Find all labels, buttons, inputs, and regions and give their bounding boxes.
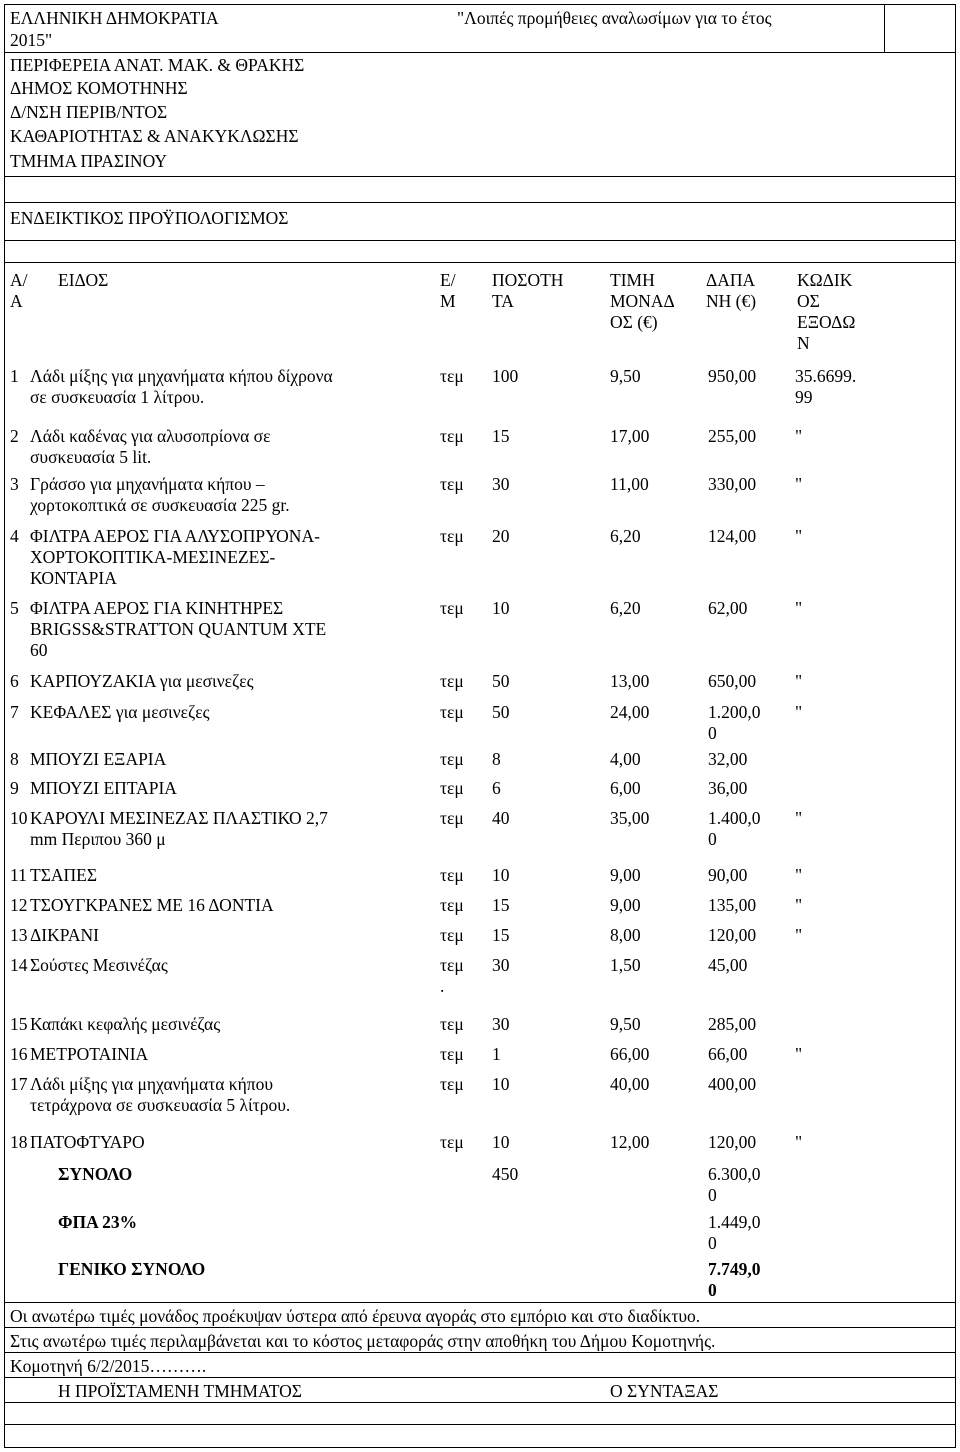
row-quantity: 40 — [492, 808, 510, 828]
row-expense-code: " — [795, 474, 803, 494]
row-cost: 330,00 — [708, 474, 757, 494]
row-item-description: ΤΣΑΠΕΣ — [30, 865, 98, 885]
row-quantity: 30 — [492, 955, 510, 975]
row-unit-price: 66,00 — [610, 1044, 650, 1064]
notes-divider-1 — [4, 1302, 956, 1303]
col-code-header: ΚΩΔΙΚ ΟΣ ΕΞΟΔΩ Ν — [797, 270, 856, 353]
row-quantity: 15 — [492, 895, 510, 915]
row-number: 12 — [10, 895, 28, 915]
row-unit: τεμ — [440, 895, 464, 915]
row-cost: 62,00 — [708, 598, 748, 618]
row-cost: 255,00 — [708, 426, 757, 446]
row-item-description: ΚΕΦΑΛΕΣ για μεσινεζες — [30, 702, 210, 722]
row-unit: τεμ — [440, 474, 464, 494]
row-item-description: ΚΑΡΟΥΛΙ ΜΕΣΙΝΕΖΑΣ ΠΛΑΣΤΙΚΟ 2,7 mm Περιπου 360 μ — [30, 808, 328, 849]
row-expense-code: " — [795, 598, 803, 618]
row-number: 15 — [10, 1014, 28, 1034]
header-col-divider — [884, 4, 885, 52]
row-item-description: Λάδι μίξης για μηχανήματα κήπου τετράχρονα σε συσκευασία 5 λίτρου. — [30, 1074, 291, 1115]
row-unit: τεμ — [440, 925, 464, 945]
col-qty-header: ΠΟΣΟΤΗ ΤΑ — [492, 270, 564, 311]
row-item-description: ΠΑΤΟΦΤΥΑΡΟ — [30, 1132, 145, 1152]
row-item-description: Γράσσο για μηχανήματα κήπου – χορτοκοπτικά σε συσκευασία 225 gr. — [30, 474, 290, 515]
row-quantity: 8 — [492, 749, 501, 769]
row-quantity: 10 — [492, 1132, 510, 1152]
row-unit-price: 13,00 — [610, 671, 650, 691]
row-expense-code: " — [795, 1132, 803, 1152]
row-number: 14 — [10, 955, 28, 975]
divider-2 — [4, 202, 956, 203]
row-number: 10 — [10, 808, 28, 828]
row-unit-price: 11,00 — [610, 474, 649, 494]
row-cost: 950,00 — [708, 366, 757, 386]
row-number: 13 — [10, 925, 28, 945]
row-quantity: 20 — [492, 526, 510, 546]
row-number: 1 — [10, 366, 19, 386]
row-expense-code: 35.6699. 99 — [795, 366, 857, 407]
row-quantity: 10 — [492, 598, 510, 618]
row-unit: τεμ — [440, 778, 464, 798]
org-line: ΕΛΛΗΝΙΚΗ ΔΗΜΟΚΡΑΤΙΑ — [10, 8, 219, 28]
row-unit-price: 40,00 — [610, 1074, 650, 1094]
notes-divider-5 — [4, 1402, 956, 1403]
row-quantity: 100 — [492, 366, 519, 386]
col-price-header: ΤΙΜΗ ΜΟΝΑΔ ΟΣ (€) — [610, 270, 675, 332]
row-unit-price: 9,00 — [610, 895, 641, 915]
row-quantity: 30 — [492, 1014, 510, 1034]
org-line: ΔΗΜΟΣ ΚΟΜΟΤΗΝΗΣ — [10, 78, 188, 98]
note-market-research: Οι ανωτέρω τιμές μονάδος προέκυψαν ύστερα από έρευνα αγοράς στο εμπόριο και στο διαδίκτυο. — [10, 1306, 701, 1326]
border-top — [4, 4, 956, 5]
notes-divider-6 — [4, 1424, 956, 1425]
project-title: "Λοιπές προμήθειες αναλωσίμων για το έτος — [457, 8, 772, 28]
org-line: ΠΕΡΙΦΕΡΕΙΑ ΑΝΑΤ. ΜΑΚ. & ΘΡΑΚΗΣ — [10, 55, 305, 75]
row-unit-price: 8,00 — [610, 925, 641, 945]
notes-divider-2 — [4, 1327, 956, 1328]
row-quantity: 50 — [492, 702, 510, 722]
row-unit: τεμ — [440, 1132, 464, 1152]
vat-value: 1.449,0 0 — [708, 1212, 761, 1253]
row-unit: τεμ — [440, 702, 464, 722]
row-unit-price: 1,50 — [610, 955, 641, 975]
row-expense-code: " — [795, 1044, 803, 1064]
grand-total-value: 7.749,0 0 — [708, 1259, 761, 1300]
row-number: 2 — [10, 426, 19, 446]
row-item-description: ΜΠΟΥΖΙ ΕΞΑΡΙΑ — [30, 749, 167, 769]
row-item-description: Λάδι καδένας για αλυσοπρίονα σε συσκευασία 5 lit. — [30, 426, 271, 467]
row-number: 16 — [10, 1044, 28, 1064]
row-expense-code: " — [795, 526, 803, 546]
row-cost: 120,00 — [708, 1132, 757, 1152]
row-unit-price: 6,20 — [610, 526, 641, 546]
border-right — [955, 4, 956, 1448]
row-quantity: 15 — [492, 426, 510, 446]
row-cost: 36,00 — [708, 778, 748, 798]
row-item-description: ΤΣΟΥΓΚΡΑΝΕΣ ΜΕ 16 ΔΟΝΤΙΑ — [30, 895, 274, 915]
row-unit-price: 4,00 — [610, 749, 641, 769]
row-cost: 285,00 — [708, 1014, 757, 1034]
row-cost: 135,00 — [708, 895, 757, 915]
border-bottom — [4, 1447, 956, 1448]
row-item-description: Λάδι μίξης για μηχανήματα κήπου δίχρονα σε συσκευασία 1 λίτρου. — [30, 366, 333, 407]
row-number: 11 — [10, 865, 27, 885]
row-quantity: 10 — [492, 865, 510, 885]
row-cost: 45,00 — [708, 955, 748, 975]
row-unit: τεμ . — [440, 955, 464, 996]
signature-head: Η ΠΡΟΪΣΤΑΜΕΝΗ ΤΜΗΜΑΤΟΣ — [58, 1381, 302, 1401]
row-unit-price: 17,00 — [610, 426, 650, 446]
header-row-divider — [4, 52, 956, 53]
row-unit-price: 12,00 — [610, 1132, 650, 1152]
row-cost: 32,00 — [708, 749, 748, 769]
row-expense-code: " — [795, 426, 803, 446]
org-line: ΚΑΘΑΡΙΟΤΗΤΑΣ & ΑΝΑΚΥΚΛΩΣΗΣ — [10, 126, 299, 146]
total-value: 6.300,0 0 — [708, 1164, 761, 1205]
row-expense-code: " — [795, 895, 803, 915]
row-number: 4 — [10, 526, 19, 546]
note-transport-cost: Στις ανωτέρω τιμές περιλαμβάνεται και το κόστος μεταφοράς στην αποθήκη του Δήμου Κομοτηνής. — [10, 1331, 716, 1351]
notes-divider-4 — [4, 1377, 956, 1378]
col-item-header: ΕΙΔΟΣ — [58, 270, 109, 290]
total-label: ΣΥΝΟΛΟ — [58, 1164, 133, 1184]
row-number: 17 — [10, 1074, 28, 1094]
row-unit: τεμ — [440, 671, 464, 691]
row-cost: 66,00 — [708, 1044, 748, 1064]
divider-1 — [4, 176, 956, 177]
row-item-description: ΜΠΟΥΖΙ ΕΠΤΑΡΙΑ — [30, 778, 177, 798]
row-quantity: 10 — [492, 1074, 510, 1094]
border-left — [4, 4, 5, 1448]
row-unit: τεμ — [440, 426, 464, 446]
row-cost: 400,00 — [708, 1074, 757, 1094]
row-item-description: ΦΙΛΤΡΑ ΑΕΡΟΣ ΓΙΑ ΑΛΥΣΟΠΡΥΟΝΑ- ΧΟΡΤΟΚΟΠΤΙΚΑ-ΜΕΣΙΝΕΖΕΣ- ΚΟΝΤΑΡΙΑ — [30, 526, 320, 588]
row-cost: 1.400,0 0 — [708, 808, 761, 849]
row-cost: 1.200,0 0 — [708, 702, 761, 743]
row-unit-price: 6,20 — [610, 598, 641, 618]
divider-3 — [4, 240, 956, 241]
row-unit: τεμ — [440, 598, 464, 618]
row-unit-price: 9,00 — [610, 865, 641, 885]
grand-total-label: ΓΕΝΙΚΟ ΣΥΝΟΛΟ — [58, 1259, 206, 1279]
col-unit-header: Ε/ Μ — [440, 270, 456, 311]
row-cost: 120,00 — [708, 925, 757, 945]
row-quantity: 6 — [492, 778, 501, 798]
col-cost-header: ΔΑΠΑ ΝΗ (€) — [706, 270, 757, 311]
row-unit: τεμ — [440, 1074, 464, 1094]
row-number: 7 — [10, 702, 19, 722]
row-quantity: 30 — [492, 474, 510, 494]
row-expense-code: " — [795, 925, 803, 945]
document-date: Κομοτηνή 6/2/2015………. — [10, 1356, 207, 1376]
row-item-description: Σούστες Μεσινέζας — [30, 955, 168, 975]
row-quantity: 15 — [492, 925, 510, 945]
table-header-divider — [4, 262, 956, 263]
row-item-description: ΜΕΤΡΟΤΑΙΝΙΑ — [30, 1044, 149, 1064]
row-item-description: Καπάκι κεφαλής μεσινέζας — [30, 1014, 221, 1034]
row-unit: τεμ — [440, 1014, 464, 1034]
row-cost: 650,00 — [708, 671, 757, 691]
row-item-description: ΚΑΡΠΟΥΖΑΚΙΑ για μεσινεζες — [30, 671, 254, 691]
row-number: 9 — [10, 778, 19, 798]
row-unit-price: 9,50 — [610, 1014, 641, 1034]
row-expense-code: " — [795, 702, 803, 722]
row-unit: τεμ — [440, 366, 464, 386]
signature-author: Ο ΣΥΝΤΑΞΑΣ — [610, 1381, 719, 1401]
org-line: ΤΜΗΜΑ ΠΡΑΣΙΝΟΥ — [10, 151, 167, 171]
row-unit: τεμ — [440, 1044, 464, 1064]
row-number: 8 — [10, 749, 19, 769]
notes-divider-3 — [4, 1352, 956, 1353]
row-expense-code: " — [795, 865, 803, 885]
row-unit-price: 35,00 — [610, 808, 650, 828]
org-line: 2015" — [10, 30, 53, 50]
row-unit: τεμ — [440, 808, 464, 828]
row-number: 18 — [10, 1132, 28, 1152]
total-qty: 450 — [492, 1164, 519, 1184]
col-aa-header: Α/ Α — [10, 270, 28, 311]
row-number: 6 — [10, 671, 19, 691]
row-cost: 90,00 — [708, 865, 748, 885]
budget-title: ΕΝΔΕΙΚΤΙΚΟΣ ΠΡΟΫΠΟΛΟΓΙΣΜΟΣ — [10, 208, 289, 228]
row-number: 5 — [10, 598, 19, 618]
row-unit: τεμ — [440, 749, 464, 769]
row-number: 3 — [10, 474, 19, 494]
org-line: Δ/ΝΣΗ ΠΕΡΙΒ/ΝΤΟΣ — [10, 102, 168, 122]
row-quantity: 1 — [492, 1044, 501, 1064]
vat-label: ΦΠΑ 23% — [58, 1212, 138, 1232]
row-unit-price: 6,00 — [610, 778, 641, 798]
row-quantity: 50 — [492, 671, 510, 691]
row-unit: τεμ — [440, 865, 464, 885]
row-item-description: ΔΙΚΡΑΝΙ — [30, 925, 99, 945]
row-cost: 124,00 — [708, 526, 757, 546]
row-unit-price: 9,50 — [610, 366, 641, 386]
row-unit-price: 24,00 — [610, 702, 650, 722]
row-expense-code: " — [795, 671, 803, 691]
row-expense-code: " — [795, 808, 803, 828]
row-unit: τεμ — [440, 526, 464, 546]
row-item-description: ΦΙΛΤΡΑ ΑΕΡΟΣ ΓΙΑ ΚΙΝΗΤΗΡΕΣ BRIGSS&STRATTON QUANTUM XTE 60 — [30, 598, 327, 660]
